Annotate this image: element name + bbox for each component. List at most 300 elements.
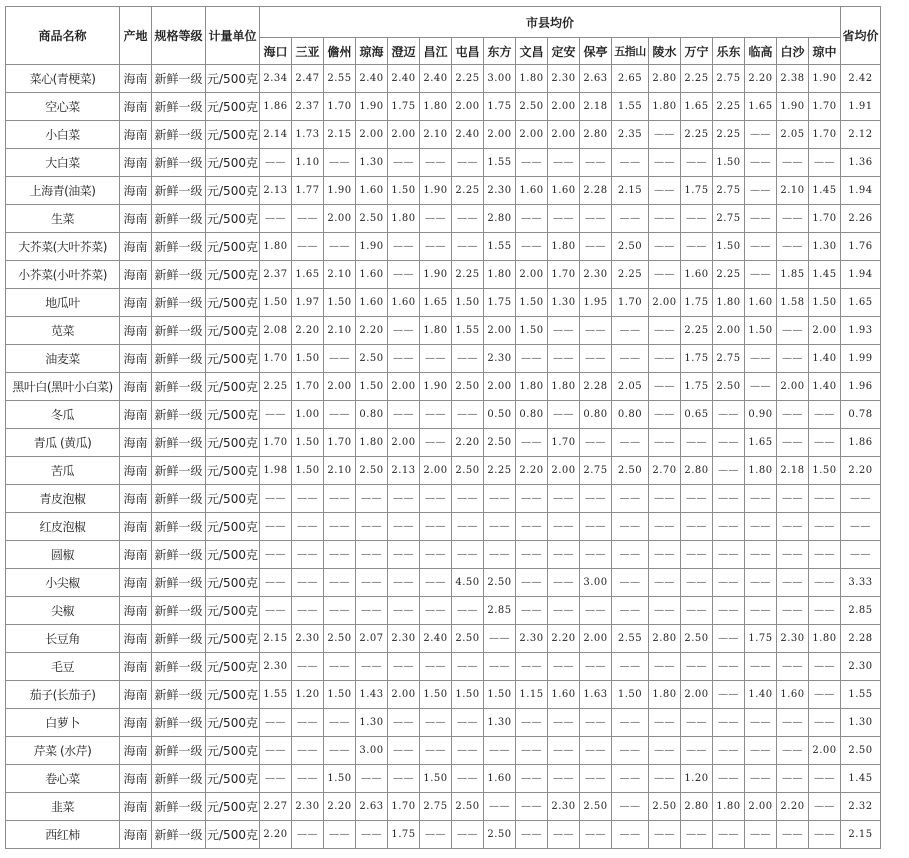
price-cell: —— — [580, 765, 612, 793]
price-cell: 1.60 — [356, 261, 388, 289]
city-header: 定安 — [548, 38, 580, 65]
table-row — [6, 513, 881, 541]
price-cell: —— — [809, 401, 841, 429]
price-cell: 1.50 — [292, 429, 324, 457]
price-cell: —— — [745, 821, 777, 849]
price-cell: —— — [809, 821, 841, 849]
price-cell: 1.60 — [484, 765, 516, 793]
price-cell: —— — [548, 485, 580, 513]
unit-cell: 元/500克 — [206, 681, 260, 709]
header-origin: 产地 — [120, 7, 152, 65]
price-cell: —— — [420, 709, 452, 737]
grade-cell: 新鲜一级 — [152, 373, 206, 401]
price-cell: —— — [713, 457, 745, 485]
price-cell: 2.10 — [777, 177, 809, 205]
price-cell: —— — [777, 541, 809, 569]
price-cell: 2.35 — [612, 121, 649, 149]
price-cell: 2.37 — [260, 261, 292, 289]
price-cell: 2.40 — [420, 625, 452, 653]
price-cell: 0.90 — [745, 401, 777, 429]
origin-cell: 海南 — [120, 457, 152, 485]
grade-cell: 新鲜一级 — [152, 513, 206, 541]
price-cell: —— — [356, 765, 388, 793]
price-cell: —— — [649, 513, 681, 541]
province-avg-cell: 1.94 — [841, 177, 881, 205]
product-name-cell: 苋菜 — [6, 317, 120, 345]
price-cell: —— — [612, 429, 649, 457]
grade-cell: 新鲜一级 — [152, 821, 206, 849]
price-cell: —— — [516, 765, 548, 793]
price-cell: 2.28 — [580, 177, 612, 205]
price-cell: 2.00 — [516, 261, 548, 289]
price-cell: 2.00 — [452, 93, 484, 121]
price-cell: —— — [452, 149, 484, 177]
table-row — [6, 261, 881, 289]
price-cell: 2.50 — [713, 373, 745, 401]
province-avg-cell: 1.99 — [841, 345, 881, 373]
price-cell: 2.00 — [516, 121, 548, 149]
price-cell: 1.30 — [548, 289, 580, 317]
grade-cell: 新鲜一级 — [152, 93, 206, 121]
price-cell: —— — [548, 653, 580, 681]
product-name-cell: 苦瓜 — [6, 457, 120, 485]
price-cell: —— — [580, 737, 612, 765]
province-avg-cell: 1.30 — [841, 709, 881, 737]
price-cell: —— — [420, 653, 452, 681]
price-cell: —— — [745, 709, 777, 737]
unit-cell: 元/500克 — [206, 737, 260, 765]
price-cell: 1.65 — [420, 289, 452, 317]
price-cell: —— — [292, 541, 324, 569]
price-cell: 1.80 — [388, 205, 420, 233]
origin-cell: 海南 — [120, 569, 152, 597]
price-cell: 4.50 — [452, 569, 484, 597]
price-cell: —— — [548, 737, 580, 765]
price-cell: 2.40 — [356, 65, 388, 93]
origin-cell: 海南 — [120, 765, 152, 793]
price-cell: 1.70 — [324, 429, 356, 457]
price-cell: —— — [745, 149, 777, 177]
grade-cell: 新鲜一级 — [152, 793, 206, 821]
price-cell: —— — [612, 205, 649, 233]
price-cell: —— — [580, 485, 612, 513]
price-cell: —— — [356, 541, 388, 569]
price-cell: —— — [745, 765, 777, 793]
price-cell: —— — [548, 541, 580, 569]
table-row — [6, 569, 881, 597]
price-cell: —— — [612, 597, 649, 625]
price-cell: —— — [484, 653, 516, 681]
price-cell: —— — [745, 597, 777, 625]
price-cell: 1.45 — [809, 177, 841, 205]
province-avg-cell: —— — [841, 513, 881, 541]
price-cell: 2.00 — [420, 457, 452, 485]
price-cell: 1.95 — [580, 289, 612, 317]
price-cell: —— — [745, 485, 777, 513]
price-cell: 1.75 — [484, 93, 516, 121]
price-cell: —— — [324, 485, 356, 513]
price-cell: 1.77 — [292, 177, 324, 205]
price-cell: 2.47 — [292, 65, 324, 93]
product-name-cell: 地瓜叶 — [6, 289, 120, 317]
price-cell: 1.50 — [324, 765, 356, 793]
price-cell: 2.00 — [388, 429, 420, 457]
price-cell: —— — [388, 569, 420, 597]
grade-cell: 新鲜一级 — [152, 149, 206, 177]
price-cell: 1.70 — [260, 429, 292, 457]
price-cell: —— — [649, 205, 681, 233]
price-cell: —— — [516, 233, 548, 261]
product-name-cell: 红皮泡椒 — [6, 513, 120, 541]
origin-cell: 海南 — [120, 373, 152, 401]
price-cell: 1.50 — [292, 345, 324, 373]
price-cell: —— — [777, 513, 809, 541]
price-cell: —— — [809, 681, 841, 709]
price-cell: 3.00 — [580, 569, 612, 597]
price-cell: 1.65 — [745, 93, 777, 121]
price-cell: —— — [612, 793, 649, 821]
price-cell: —— — [356, 597, 388, 625]
price-cell: 2.55 — [324, 65, 356, 93]
price-cell: 0.50 — [484, 401, 516, 429]
price-cell: —— — [484, 737, 516, 765]
price-cell: —— — [777, 345, 809, 373]
price-cell: 2.75 — [580, 457, 612, 485]
price-cell: 1.80 — [420, 317, 452, 345]
price-cell: 2.75 — [713, 65, 745, 93]
price-cell: —— — [809, 709, 841, 737]
price-cell: —— — [420, 345, 452, 373]
table-row — [6, 373, 881, 401]
price-cell: 2.30 — [260, 653, 292, 681]
price-cell: 1.60 — [388, 289, 420, 317]
price-cell: —— — [452, 737, 484, 765]
header-city-avg: 市县均价 — [260, 7, 841, 38]
price-cell: 1.85 — [777, 261, 809, 289]
price-cell: 1.75 — [681, 289, 713, 317]
price-cell: —— — [420, 205, 452, 233]
city-header: 琼海 — [356, 38, 388, 65]
price-cell: —— — [356, 485, 388, 513]
price-cell: —— — [516, 429, 548, 457]
price-cell: —— — [484, 625, 516, 653]
price-cell: —— — [260, 149, 292, 177]
grade-cell: 新鲜一级 — [152, 233, 206, 261]
product-name-cell: 韭菜 — [6, 793, 120, 821]
price-cell: —— — [809, 597, 841, 625]
price-cell: 2.15 — [612, 177, 649, 205]
price-cell: 1.30 — [809, 233, 841, 261]
price-cell: —— — [260, 485, 292, 513]
price-cell: 2.50 — [452, 625, 484, 653]
price-cell: —— — [484, 513, 516, 541]
province-avg-cell: 2.30 — [841, 653, 881, 681]
province-avg-cell: —— — [841, 541, 881, 569]
unit-cell: 元/500克 — [206, 177, 260, 205]
grade-cell: 新鲜一级 — [152, 65, 206, 93]
price-cell: 1.50 — [516, 289, 548, 317]
price-cell: —— — [388, 345, 420, 373]
price-cell: 1.75 — [681, 373, 713, 401]
price-cell: —— — [356, 569, 388, 597]
product-name-cell: 上海青(油菜) — [6, 177, 120, 205]
origin-cell: 海南 — [120, 121, 152, 149]
product-name-cell: 小尖椒 — [6, 569, 120, 597]
origin-cell: 海南 — [120, 681, 152, 709]
province-avg-cell: 2.12 — [841, 121, 881, 149]
price-cell: 2.00 — [548, 121, 580, 149]
product-name-cell: 油麦菜 — [6, 345, 120, 373]
price-cell: —— — [777, 149, 809, 177]
price-cell: 2.40 — [388, 65, 420, 93]
price-cell: 1.20 — [681, 765, 713, 793]
grade-cell: 新鲜一级 — [152, 429, 206, 457]
price-cell: 1.65 — [681, 93, 713, 121]
price-cell: 1.70 — [548, 429, 580, 457]
city-header: 东方 — [484, 38, 516, 65]
price-cell: 2.00 — [548, 457, 580, 485]
price-cell: 2.00 — [356, 121, 388, 149]
price-cell: —— — [388, 737, 420, 765]
price-cell: —— — [292, 205, 324, 233]
price-cell: 2.50 — [612, 233, 649, 261]
price-cell: —— — [324, 345, 356, 373]
price-cell: 2.20 — [548, 625, 580, 653]
price-cell: —— — [324, 401, 356, 429]
price-cell: 2.25 — [612, 261, 649, 289]
price-cell: —— — [324, 653, 356, 681]
price-cell: 2.38 — [777, 65, 809, 93]
price-cell: 1.60 — [777, 681, 809, 709]
price-cell: 2.50 — [484, 429, 516, 457]
price-cell: 0.65 — [681, 401, 713, 429]
price-cell: 1.50 — [388, 177, 420, 205]
price-cell: 1.80 — [713, 793, 745, 821]
origin-cell: 海南 — [120, 261, 152, 289]
price-cell: —— — [809, 485, 841, 513]
price-cell: —— — [612, 821, 649, 849]
price-cell: —— — [388, 149, 420, 177]
price-cell: —— — [649, 261, 681, 289]
price-cell: —— — [452, 233, 484, 261]
price-cell: 1.60 — [681, 261, 713, 289]
price-cell: 2.20 — [452, 429, 484, 457]
price-cell: —— — [777, 317, 809, 345]
price-cell: 1.50 — [809, 457, 841, 485]
price-cell: 2.05 — [777, 121, 809, 149]
price-cell: —— — [420, 737, 452, 765]
price-cell: —— — [612, 485, 649, 513]
price-cell: 1.73 — [292, 121, 324, 149]
price-cell: —— — [745, 569, 777, 597]
product-name-cell: 菜心(青梗菜) — [6, 65, 120, 93]
price-cell: —— — [548, 149, 580, 177]
province-avg-cell: 1.94 — [841, 261, 881, 289]
table-row — [6, 765, 881, 793]
price-cell: —— — [580, 149, 612, 177]
price-cell: 1.80 — [649, 681, 681, 709]
product-name-cell: 白萝卜 — [6, 709, 120, 737]
grade-cell: 新鲜一级 — [152, 121, 206, 149]
price-cell: —— — [713, 765, 745, 793]
price-cell: 2.00 — [681, 681, 713, 709]
price-cell: 1.70 — [324, 93, 356, 121]
product-name-cell: 小芥菜(小叶芥菜) — [6, 261, 120, 289]
table-row — [6, 233, 881, 261]
price-cell: 2.30 — [388, 625, 420, 653]
price-cell: —— — [777, 653, 809, 681]
price-cell: 2.18 — [580, 93, 612, 121]
price-cell: —— — [612, 345, 649, 373]
price-cell: 2.50 — [356, 205, 388, 233]
price-cell: —— — [649, 541, 681, 569]
price-cell: 2.07 — [356, 625, 388, 653]
price-cell: —— — [649, 401, 681, 429]
price-cell: 1.30 — [356, 709, 388, 737]
city-header: 屯昌 — [452, 38, 484, 65]
price-cell: 1.90 — [809, 65, 841, 93]
price-cell: —— — [713, 569, 745, 597]
price-cell: —— — [649, 737, 681, 765]
origin-cell: 海南 — [120, 793, 152, 821]
price-cell: 2.25 — [452, 177, 484, 205]
price-cell: 2.80 — [681, 457, 713, 485]
price-cell: 1.60 — [548, 177, 580, 205]
price-cell: —— — [713, 485, 745, 513]
price-cell: —— — [809, 569, 841, 597]
header-grade: 规格等级 — [152, 7, 206, 65]
price-cell: 2.50 — [324, 625, 356, 653]
province-avg-cell: 1.91 — [841, 93, 881, 121]
unit-cell: 元/500克 — [206, 765, 260, 793]
price-cell: 2.13 — [260, 177, 292, 205]
price-cell: 1.10 — [292, 149, 324, 177]
price-cell: 2.37 — [292, 93, 324, 121]
price-cell: 2.20 — [292, 317, 324, 345]
table-row — [6, 93, 881, 121]
price-cell: —— — [777, 821, 809, 849]
city-header: 五指山 — [612, 38, 649, 65]
price-cell: —— — [548, 597, 580, 625]
price-cell: 1.50 — [484, 681, 516, 709]
price-cell: 2.55 — [612, 625, 649, 653]
grade-cell: 新鲜一级 — [152, 289, 206, 317]
price-cell: 2.00 — [484, 121, 516, 149]
price-cell: —— — [777, 765, 809, 793]
price-cell: 1.30 — [356, 149, 388, 177]
price-cell: 2.80 — [649, 625, 681, 653]
city-header: 琼中 — [809, 38, 841, 65]
price-cell: 1.50 — [452, 289, 484, 317]
price-cell: —— — [649, 149, 681, 177]
price-cell: —— — [324, 233, 356, 261]
price-cell: 2.13 — [388, 457, 420, 485]
price-cell: 1.80 — [260, 233, 292, 261]
price-cell: —— — [649, 233, 681, 261]
city-header: 昌江 — [420, 38, 452, 65]
price-cell: —— — [324, 569, 356, 597]
product-name-cell: 圆椒 — [6, 541, 120, 569]
unit-cell: 元/500克 — [206, 513, 260, 541]
price-cell: —— — [681, 821, 713, 849]
price-cell: —— — [745, 653, 777, 681]
city-header: 儋州 — [324, 38, 356, 65]
table-row — [6, 317, 881, 345]
header-product: 商品名称 — [6, 7, 120, 65]
price-cell: 1.60 — [745, 289, 777, 317]
price-cell: —— — [580, 597, 612, 625]
price-cell: 1.80 — [649, 93, 681, 121]
price-cell: 2.50 — [452, 373, 484, 401]
price-cell: 1.80 — [548, 373, 580, 401]
price-cell: 1.75 — [388, 93, 420, 121]
price-cell: —— — [516, 793, 548, 821]
price-cell: 2.30 — [580, 261, 612, 289]
price-cell: —— — [612, 513, 649, 541]
price-cell: —— — [681, 653, 713, 681]
price-cell: 2.00 — [809, 317, 841, 345]
price-cell: —— — [580, 317, 612, 345]
table-row — [6, 625, 881, 653]
grade-cell: 新鲜一级 — [152, 177, 206, 205]
price-cell: 1.15 — [516, 681, 548, 709]
price-cell: —— — [452, 401, 484, 429]
price-cell: —— — [713, 653, 745, 681]
price-cell: —— — [452, 513, 484, 541]
price-cell: 2.05 — [612, 373, 649, 401]
price-cell: 1.80 — [516, 373, 548, 401]
price-cell: —— — [260, 569, 292, 597]
price-cell: 2.50 — [452, 457, 484, 485]
price-cell: 0.80 — [516, 401, 548, 429]
price-cell: —— — [292, 513, 324, 541]
price-cell: 1.50 — [516, 317, 548, 345]
product-name-cell: 大芥菜(大叶芥菜) — [6, 233, 120, 261]
price-cell: —— — [713, 681, 745, 709]
price-cell: 2.00 — [777, 373, 809, 401]
unit-cell: 元/500克 — [206, 289, 260, 317]
price-cell: —— — [809, 513, 841, 541]
table-row — [6, 149, 881, 177]
price-cell: 1.63 — [580, 681, 612, 709]
price-cell: 1.43 — [356, 681, 388, 709]
price-cell: 2.10 — [420, 121, 452, 149]
price-cell: —— — [580, 205, 612, 233]
price-cell: —— — [681, 709, 713, 737]
table-row — [6, 597, 881, 625]
price-cell: 1.00 — [292, 401, 324, 429]
product-name-cell: 芹菜 (水芹) — [6, 737, 120, 765]
unit-cell: 元/500克 — [206, 261, 260, 289]
price-cell: —— — [356, 821, 388, 849]
price-cell: 2.00 — [745, 793, 777, 821]
price-cell: —— — [745, 177, 777, 205]
price-cell: 1.70 — [260, 345, 292, 373]
city-header: 陵水 — [649, 38, 681, 65]
price-cell: —— — [484, 485, 516, 513]
price-cell: —— — [388, 485, 420, 513]
price-cell: 2.10 — [324, 317, 356, 345]
price-cell: 2.75 — [420, 793, 452, 821]
price-cell: 2.00 — [484, 317, 516, 345]
price-cell: —— — [516, 485, 548, 513]
price-cell: —— — [548, 513, 580, 541]
price-cell: —— — [516, 205, 548, 233]
price-cell: 1.70 — [388, 793, 420, 821]
province-avg-cell: 1.36 — [841, 149, 881, 177]
price-cell: —— — [324, 541, 356, 569]
product-name-cell: 卷心菜 — [6, 765, 120, 793]
